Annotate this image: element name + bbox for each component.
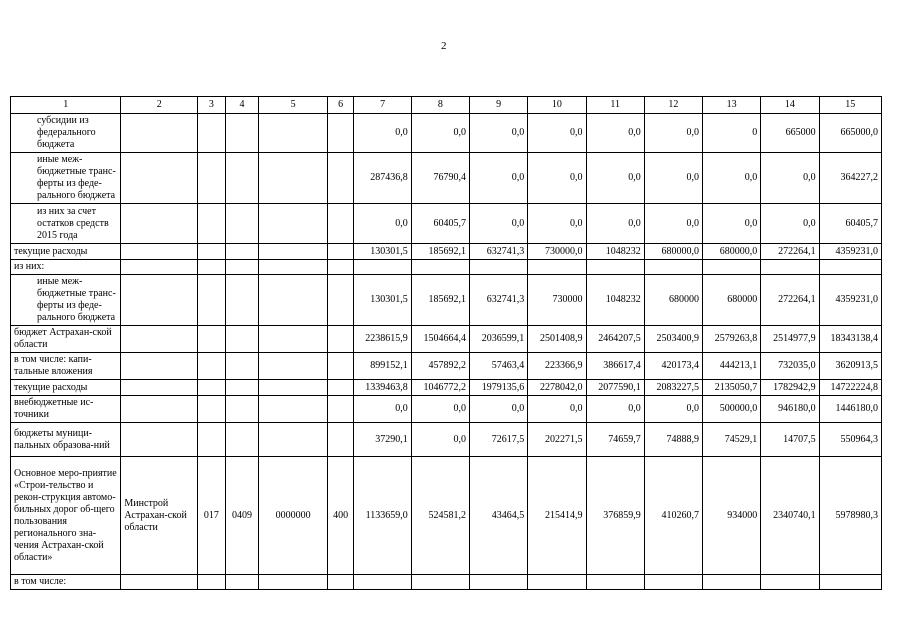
value-cell: 2514977,9 bbox=[761, 326, 819, 353]
value-cell: 3620913,5 bbox=[819, 353, 881, 380]
value-cell: 2083227,5 bbox=[644, 380, 702, 396]
value-cell bbox=[469, 260, 527, 275]
value-cell: 74529,1 bbox=[703, 423, 761, 457]
column-header: 12 bbox=[644, 97, 702, 114]
table-row bbox=[11, 153, 882, 204]
empty-cell bbox=[327, 423, 354, 457]
empty-cell bbox=[327, 114, 354, 153]
value-cell: 2503400,9 bbox=[644, 326, 702, 353]
value-cell: 202271,5 bbox=[528, 423, 586, 457]
empty-cell bbox=[469, 575, 527, 590]
value-cell: 420173,4 bbox=[644, 353, 702, 380]
value-cell: 0,0 bbox=[586, 153, 644, 204]
row-label: внебюджетные ис-точники bbox=[11, 396, 121, 423]
row-label: текущие расходы bbox=[11, 380, 121, 396]
value-cell: 1048232 bbox=[586, 244, 644, 260]
table-row bbox=[11, 326, 882, 353]
value-cell: 2501408,9 bbox=[528, 326, 586, 353]
value-cell: 0,0 bbox=[469, 114, 527, 153]
empty-cell bbox=[259, 353, 327, 380]
value-cell: 14722224,8 bbox=[819, 380, 881, 396]
value-cell: 364227,2 bbox=[819, 153, 881, 204]
empty-cell bbox=[259, 260, 327, 275]
value-cell: 680000 bbox=[644, 275, 702, 326]
empty-cell bbox=[259, 326, 327, 353]
table-row bbox=[11, 353, 882, 380]
value-cell: 74659,7 bbox=[586, 423, 644, 457]
value-cell: 0,0 bbox=[469, 396, 527, 423]
empty-cell bbox=[121, 575, 198, 590]
value-cell: 0,0 bbox=[644, 396, 702, 423]
empty-cell bbox=[121, 423, 198, 457]
value-cell: 4359231,0 bbox=[819, 275, 881, 326]
table-row bbox=[11, 575, 882, 590]
row-label: иные меж-бюджетные транс-ферты из феде-рального бюджета bbox=[11, 275, 121, 326]
value-cell: 130301,5 bbox=[354, 275, 411, 326]
empty-cell bbox=[225, 423, 259, 457]
empty-cell bbox=[121, 114, 198, 153]
empty-cell bbox=[225, 396, 259, 423]
value-cell: 74888,9 bbox=[644, 423, 702, 457]
value-cell: 0,0 bbox=[644, 153, 702, 204]
executor-cell: Минстрой Астрахан-ской области bbox=[121, 457, 198, 575]
value-cell bbox=[819, 260, 881, 275]
empty-cell bbox=[327, 396, 354, 423]
value-cell: 272264,1 bbox=[761, 244, 819, 260]
value-cell: 18343138,4 bbox=[819, 326, 881, 353]
value-cell: 1782942,9 bbox=[761, 380, 819, 396]
empty-cell bbox=[528, 575, 586, 590]
empty-cell bbox=[259, 380, 327, 396]
empty-cell bbox=[198, 380, 226, 396]
empty-cell bbox=[225, 575, 259, 590]
column-header: 4 bbox=[225, 97, 259, 114]
value-cell: 680000 bbox=[703, 275, 761, 326]
budget-table bbox=[10, 96, 882, 590]
value-cell: 0,0 bbox=[354, 114, 411, 153]
code-cell: 0409 bbox=[225, 457, 259, 575]
value-cell: 1048232 bbox=[586, 275, 644, 326]
value-cell: 0,0 bbox=[586, 204, 644, 244]
empty-cell bbox=[121, 204, 198, 244]
empty-cell bbox=[198, 204, 226, 244]
value-cell: 0,0 bbox=[528, 114, 586, 153]
page-number: 2 bbox=[441, 40, 447, 52]
empty-cell bbox=[327, 153, 354, 204]
empty-cell bbox=[225, 114, 259, 153]
value-cell: 2340740,1 bbox=[761, 457, 819, 575]
code-cell: 0000000 bbox=[259, 457, 327, 575]
value-cell: 0,0 bbox=[469, 153, 527, 204]
value-cell: 0,0 bbox=[528, 396, 586, 423]
value-cell: 130301,5 bbox=[354, 244, 411, 260]
column-header: 11 bbox=[586, 97, 644, 114]
empty-cell bbox=[121, 153, 198, 204]
row-label: из них: bbox=[11, 260, 121, 275]
value-cell: 0,0 bbox=[586, 114, 644, 153]
empty-cell bbox=[198, 423, 226, 457]
row-label: субсидии из федерального бюджета bbox=[11, 114, 121, 153]
empty-cell bbox=[225, 275, 259, 326]
empty-cell bbox=[121, 353, 198, 380]
value-cell: 550964,3 bbox=[819, 423, 881, 457]
empty-cell bbox=[703, 575, 761, 590]
value-cell: 410260,7 bbox=[644, 457, 702, 575]
empty-cell bbox=[259, 575, 327, 590]
row-label: в том числе: bbox=[11, 575, 121, 590]
value-cell: 730000 bbox=[528, 275, 586, 326]
value-cell: 1504664,4 bbox=[411, 326, 469, 353]
value-cell: 632741,3 bbox=[469, 244, 527, 260]
value-cell bbox=[528, 260, 586, 275]
empty-cell bbox=[586, 575, 644, 590]
value-cell: 0,0 bbox=[703, 153, 761, 204]
empty-cell bbox=[327, 353, 354, 380]
empty-cell bbox=[354, 575, 411, 590]
value-cell: 0,0 bbox=[644, 114, 702, 153]
value-cell: 0,0 bbox=[586, 396, 644, 423]
column-header: 3 bbox=[198, 97, 226, 114]
empty-cell bbox=[259, 204, 327, 244]
code-cell: 017 bbox=[198, 457, 226, 575]
empty-cell bbox=[225, 353, 259, 380]
value-cell: 215414,9 bbox=[528, 457, 586, 575]
value-cell: 632741,3 bbox=[469, 275, 527, 326]
value-cell: 1133659,0 bbox=[354, 457, 411, 575]
value-cell: 732035,0 bbox=[761, 353, 819, 380]
column-header: 5 bbox=[259, 97, 327, 114]
table-row bbox=[11, 380, 882, 396]
empty-cell bbox=[819, 575, 881, 590]
value-cell: 1446180,0 bbox=[819, 396, 881, 423]
empty-cell bbox=[411, 575, 469, 590]
value-cell: 1339463,8 bbox=[354, 380, 411, 396]
empty-cell bbox=[259, 244, 327, 260]
value-cell: 2464207,5 bbox=[586, 326, 644, 353]
value-cell: 386617,4 bbox=[586, 353, 644, 380]
empty-cell bbox=[225, 244, 259, 260]
value-cell bbox=[411, 260, 469, 275]
table-row bbox=[11, 244, 882, 260]
value-cell: 72617,5 bbox=[469, 423, 527, 457]
value-cell: 0,0 bbox=[528, 153, 586, 204]
column-header: 1 bbox=[11, 97, 121, 114]
empty-cell bbox=[644, 575, 702, 590]
value-cell: 457892,2 bbox=[411, 353, 469, 380]
empty-cell bbox=[327, 575, 354, 590]
value-cell: 5978980,3 bbox=[819, 457, 881, 575]
value-cell: 934000 bbox=[703, 457, 761, 575]
empty-cell bbox=[121, 396, 198, 423]
value-cell: 730000,0 bbox=[528, 244, 586, 260]
value-cell: 899152,1 bbox=[354, 353, 411, 380]
empty-cell bbox=[259, 396, 327, 423]
empty-cell bbox=[259, 114, 327, 153]
empty-cell bbox=[198, 244, 226, 260]
empty-cell bbox=[225, 380, 259, 396]
empty-cell bbox=[198, 353, 226, 380]
value-cell: 0,0 bbox=[354, 204, 411, 244]
value-cell: 1046772,2 bbox=[411, 380, 469, 396]
value-cell: 680000,0 bbox=[644, 244, 702, 260]
value-cell: 524581,2 bbox=[411, 457, 469, 575]
empty-cell bbox=[327, 244, 354, 260]
value-cell: 2278042,0 bbox=[528, 380, 586, 396]
row-label: иные меж-бюджетные транс-ферты из феде-рального бюджета bbox=[11, 153, 121, 204]
table-row bbox=[11, 396, 882, 423]
column-header: 2 bbox=[121, 97, 198, 114]
value-cell: 2036599,1 bbox=[469, 326, 527, 353]
value-cell: 665000,0 bbox=[819, 114, 881, 153]
empty-cell bbox=[225, 204, 259, 244]
column-header: 9 bbox=[469, 97, 527, 114]
empty-cell bbox=[198, 326, 226, 353]
column-header: 6 bbox=[327, 97, 354, 114]
table-row bbox=[11, 114, 882, 153]
value-cell bbox=[586, 260, 644, 275]
row-label: в том числе: капи-тальные вложения bbox=[11, 353, 121, 380]
value-cell: 0,0 bbox=[469, 204, 527, 244]
header-row bbox=[11, 97, 882, 114]
empty-cell bbox=[198, 114, 226, 153]
value-cell: 2579263,8 bbox=[703, 326, 761, 353]
value-cell: 57463,4 bbox=[469, 353, 527, 380]
value-cell: 0,0 bbox=[354, 396, 411, 423]
empty-cell bbox=[121, 326, 198, 353]
value-cell: 4359231,0 bbox=[819, 244, 881, 260]
empty-cell bbox=[327, 275, 354, 326]
empty-cell bbox=[198, 153, 226, 204]
empty-cell bbox=[121, 244, 198, 260]
value-cell bbox=[761, 260, 819, 275]
value-cell: 185692,1 bbox=[411, 275, 469, 326]
column-header: 10 bbox=[528, 97, 586, 114]
row-label: бюджеты муници-пальных образова-ний bbox=[11, 423, 121, 457]
main-event-row bbox=[11, 457, 882, 575]
column-header: 15 bbox=[819, 97, 881, 114]
empty-cell bbox=[259, 153, 327, 204]
table-row bbox=[11, 260, 882, 275]
empty-cell bbox=[121, 275, 198, 326]
value-cell: 37290,1 bbox=[354, 423, 411, 457]
value-cell: 376859,9 bbox=[586, 457, 644, 575]
value-cell: 665000 bbox=[761, 114, 819, 153]
empty-cell bbox=[198, 275, 226, 326]
value-cell: 60405,7 bbox=[411, 204, 469, 244]
value-cell: 43464,5 bbox=[469, 457, 527, 575]
value-cell: 0 bbox=[703, 114, 761, 153]
empty-cell bbox=[198, 575, 226, 590]
column-header: 13 bbox=[703, 97, 761, 114]
value-cell: 0,0 bbox=[528, 204, 586, 244]
row-label: текущие расходы bbox=[11, 244, 121, 260]
empty-cell bbox=[327, 380, 354, 396]
value-cell: 1979135,6 bbox=[469, 380, 527, 396]
empty-cell bbox=[121, 260, 198, 275]
value-cell: 2077590,1 bbox=[586, 380, 644, 396]
value-cell: 2135050,7 bbox=[703, 380, 761, 396]
empty-cell bbox=[327, 204, 354, 244]
value-cell: 272264,1 bbox=[761, 275, 819, 326]
value-cell: 0,0 bbox=[411, 396, 469, 423]
value-cell: 2238615,9 bbox=[354, 326, 411, 353]
value-cell bbox=[354, 260, 411, 275]
value-cell: 223366,9 bbox=[528, 353, 586, 380]
value-cell: 0,0 bbox=[411, 114, 469, 153]
value-cell bbox=[644, 260, 702, 275]
empty-cell bbox=[198, 396, 226, 423]
code-cell: 400 bbox=[327, 457, 354, 575]
value-cell: 76790,4 bbox=[411, 153, 469, 204]
value-cell: 500000,0 bbox=[703, 396, 761, 423]
empty-cell bbox=[259, 275, 327, 326]
empty-cell bbox=[225, 326, 259, 353]
value-cell: 0,0 bbox=[644, 204, 702, 244]
value-cell: 0,0 bbox=[761, 153, 819, 204]
empty-cell bbox=[327, 326, 354, 353]
empty-cell bbox=[121, 380, 198, 396]
empty-cell bbox=[198, 260, 226, 275]
table-row bbox=[11, 423, 882, 457]
row-label: бюджет Астрахан-ской области bbox=[11, 326, 121, 353]
empty-cell bbox=[761, 575, 819, 590]
column-header: 14 bbox=[761, 97, 819, 114]
value-cell: 185692,1 bbox=[411, 244, 469, 260]
value-cell: 0,0 bbox=[703, 204, 761, 244]
main-event-label: Основное меро-приятие «Строи-тельство и рекон-струкция автомо-бильных дорог об-щего пользования регионального зна-чения Астрахан-ской области» bbox=[11, 457, 121, 575]
value-cell: 287436,8 bbox=[354, 153, 411, 204]
column-header: 7 bbox=[354, 97, 411, 114]
value-cell: 680000,0 bbox=[703, 244, 761, 260]
row-label: из них за счет остатков средств 2015 года bbox=[11, 204, 121, 244]
value-cell bbox=[703, 260, 761, 275]
value-cell: 444213,1 bbox=[703, 353, 761, 380]
value-cell: 14707,5 bbox=[761, 423, 819, 457]
empty-cell bbox=[327, 260, 354, 275]
value-cell: 0,0 bbox=[761, 204, 819, 244]
value-cell: 946180,0 bbox=[761, 396, 819, 423]
empty-cell bbox=[259, 423, 327, 457]
table-row bbox=[11, 275, 882, 326]
value-cell: 60405,7 bbox=[819, 204, 881, 244]
table-row bbox=[11, 204, 882, 244]
empty-cell bbox=[225, 153, 259, 204]
column-header: 8 bbox=[411, 97, 469, 114]
value-cell: 0,0 bbox=[411, 423, 469, 457]
empty-cell bbox=[225, 260, 259, 275]
